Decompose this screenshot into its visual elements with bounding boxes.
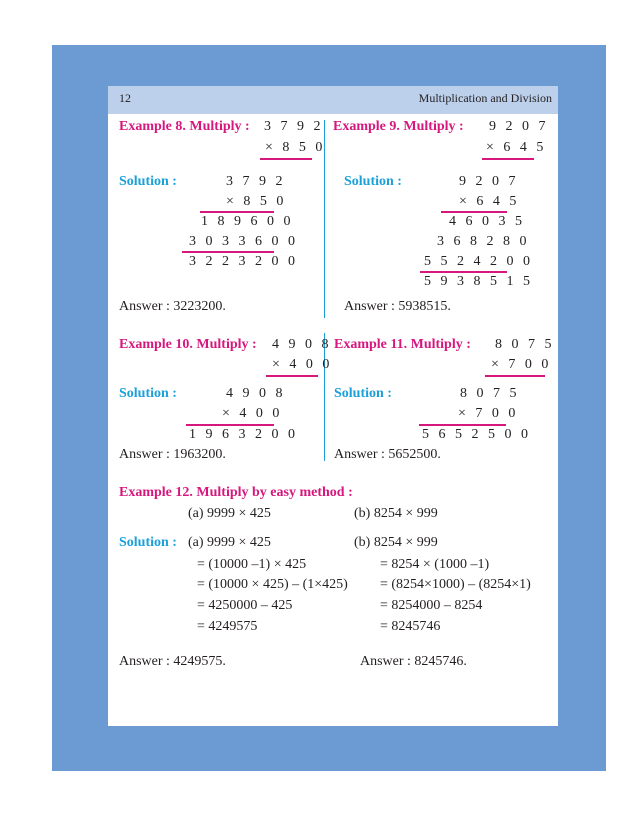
example-12-question-b: (b) 8254 × 999 xyxy=(354,506,438,521)
example-8-multiplicand: 3 7 9 2 xyxy=(264,119,324,134)
example-11-s2: × 7 0 0 xyxy=(458,406,519,421)
example-11-multiplicand: 8 0 7 5 xyxy=(495,337,555,352)
example-12-sb-line: = 8245746 xyxy=(380,619,441,634)
example-8-result: 3 2 2 3 2 0 0 xyxy=(189,254,298,269)
example-12-sa-line: (a) 9999 × 425 xyxy=(188,535,271,550)
example-12-question-a: (a) 9999 × 425 xyxy=(188,506,271,521)
example-12-sb-line: = 8254000 – 8254 xyxy=(380,598,483,613)
example-12-sa-line: = 4249575 xyxy=(197,619,258,634)
example-8-solution-label: Solution : xyxy=(119,174,177,189)
example-8-multiplier: × 8 5 0 xyxy=(265,140,326,155)
example-12-sa-line: = 4250000 – 425 xyxy=(197,598,293,613)
example-10-answer: Answer : 1963200. xyxy=(119,447,226,462)
chapter-title: Multiplication and Division xyxy=(418,91,552,105)
example-9-multiplicand: 9 2 0 7 xyxy=(489,119,549,134)
example-8-heading: Example 8. Multiply : xyxy=(119,119,250,134)
example-9-partial-1: 4 6 0 3 5 xyxy=(449,214,525,229)
example-8-answer: Answer : 3223200. xyxy=(119,299,226,314)
example-11-s1: 8 0 7 5 xyxy=(460,386,520,401)
example-10-result: 1 9 6 3 2 0 0 xyxy=(189,427,298,442)
underline xyxy=(485,375,545,377)
example-12-sa-line: = (10000 × 425) – (1×425) xyxy=(197,577,348,592)
example-8-partial-1: 1 8 9 6 0 0 xyxy=(201,214,294,229)
example-10-heading: Example 10. Multiply : xyxy=(119,337,257,352)
example-11-multiplier: × 7 0 0 xyxy=(491,357,552,372)
example-12-sb-line: (b) 8254 × 999 xyxy=(354,535,438,550)
example-9-result: 5 9 3 8 5 1 5 xyxy=(424,274,533,289)
example-9-heading: Example 9. Multiply : xyxy=(333,119,464,134)
example-12-solution-label: Solution : xyxy=(119,535,177,550)
example-9-answer: Answer : 5938515. xyxy=(344,299,451,314)
example-10-multiplier: × 4 0 0 xyxy=(272,357,333,372)
example-9-multiplier: × 6 4 5 xyxy=(486,140,547,155)
example-8-s1: 3 7 9 2 xyxy=(226,174,286,189)
underline xyxy=(260,158,312,160)
example-11-result: 5 6 5 2 5 0 0 xyxy=(422,427,531,442)
underline xyxy=(266,375,318,377)
example-8-s2: × 8 5 0 xyxy=(226,194,287,209)
example-12-sb-line: = 8254 × (1000 –1) xyxy=(380,557,490,572)
example-9-partial-3: 5 5 2 4 2 0 0 xyxy=(424,254,533,269)
underline xyxy=(482,158,534,160)
example-8-partial-2: 3 0 3 3 6 0 0 xyxy=(189,234,298,249)
example-12-answer-b: Answer : 8245746. xyxy=(360,654,467,669)
example-11-answer: Answer : 5652500. xyxy=(334,447,441,462)
example-12-answer-a: Answer : 4249575. xyxy=(119,654,226,669)
example-12-sb-line: = (8254×1000) – (8254×1) xyxy=(380,577,531,592)
page-number: 12 xyxy=(119,91,131,105)
example-10-multiplicand: 4 9 0 8 xyxy=(272,337,332,352)
example-10-s1: 4 9 0 8 xyxy=(226,386,286,401)
example-10-solution-label: Solution : xyxy=(119,386,177,401)
example-9-s1: 9 2 0 7 xyxy=(459,174,519,189)
example-11-solution-label: Solution : xyxy=(334,386,392,401)
example-10-s2: × 4 0 0 xyxy=(222,406,283,421)
example-12-heading: Example 12. Multiply by easy method : xyxy=(119,485,353,500)
example-11-heading: Example 11. Multiply : xyxy=(334,337,471,352)
example-12-sa-line: = (10000 –1) × 425 xyxy=(197,557,307,572)
example-9-solution-label: Solution : xyxy=(344,174,402,189)
example-9-s2: × 6 4 5 xyxy=(459,194,520,209)
example-9-partial-2: 3 6 8 2 8 0 xyxy=(437,234,530,249)
